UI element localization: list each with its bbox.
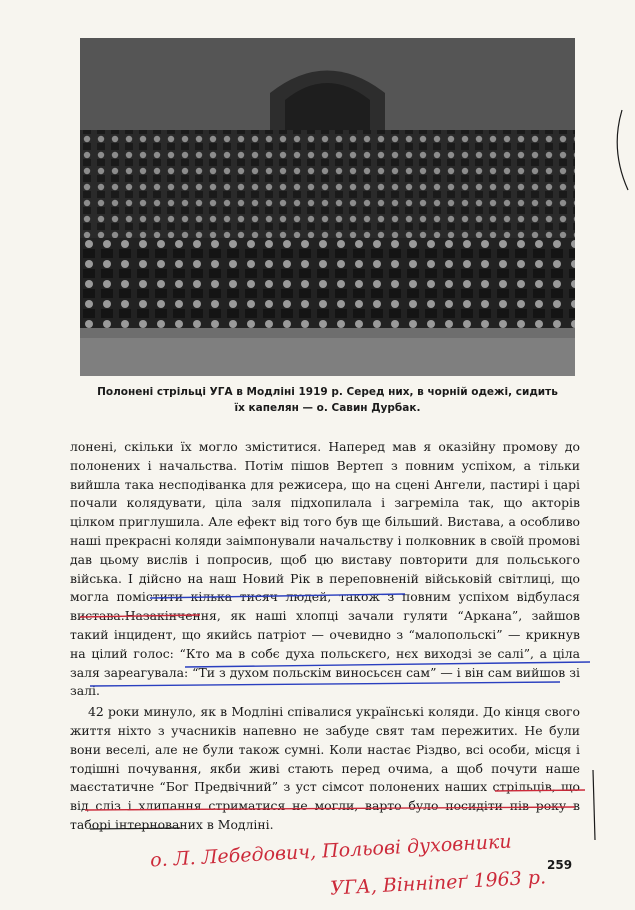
handwritten-note-line-2: УГА, Вінніпеґ 1963 р. <box>329 866 547 900</box>
article-body <box>70 438 580 835</box>
group-photograph <box>80 38 575 376</box>
caption-line-2: їх капелян — о. Савин Дурбак. <box>234 402 421 414</box>
photo-illustration <box>80 38 575 376</box>
margin-line-mark <box>593 770 595 840</box>
page-number: 259 <box>547 858 573 872</box>
handwritten-note-line-1: о. Л. Лебедович, Польові духовники <box>149 830 513 872</box>
paragraph-2: 42 роки минуло, як в Модліні співалися українські коляди. До кінця свого життя ніхто з учасників напевно не забуде свят там пережитих. Не були вони веселі, але не були також сумні. Коли настає Різдво, всі особи, місця і тодішні почування, якби живі стають перед очима, а щоб почути наше маєстатичне “Бог Предвічний” з уст сімсот полонених наших стрільців, що від сліз і хлипання стриматися не могли, варто було посидіти пів року в таборі інтернованих в Модліні. <box>70 704 580 832</box>
caption-line-1: Полонені стрільці УГА в Модліні 1919 р. Серед них, в чорній одежі, сидить <box>97 386 558 398</box>
margin-scribble <box>617 110 628 190</box>
photo-caption <box>70 384 585 416</box>
paragraph-1: лонені, скільки їх могло зміститися. Наперед мав я оказійну промову до полонених і начальства. Потім пішов Вертеп з повним успіхом, а тільки вийшла така несподіванка для режисера, що на сцені Ангели, пастирі і царі почали колядувати, ціла заля підхопилала і загреміла так, що акторів цілком приглушила. Але ефект від того був ще більший. Вистава, а особливо наші прекрасні коляди заімпонували начальству і полковник в своїй промові дав цьому вислів і попросив, щоб цю виставу повторити для польського війська. І дійсно на наш Новий Рік в переповненій військовій світлиці, що могла помістити кілька тисяч людей, також з повним успіхом відбулася вистава.Назакінчення, як наші хлопці зачали гуляти “Аркана”, зайшов такий інцидент, що якийсь патріот — очевидно з “малопольскі” — крикнув на цілий голос: “Кто ма в собє духа польскєго, нєх виходзі зе салі”, а ціла заля зареагувала: “Ти з духом польскім виносьсєн сам” — і він сам вийшов зі залі. <box>70 439 580 699</box>
